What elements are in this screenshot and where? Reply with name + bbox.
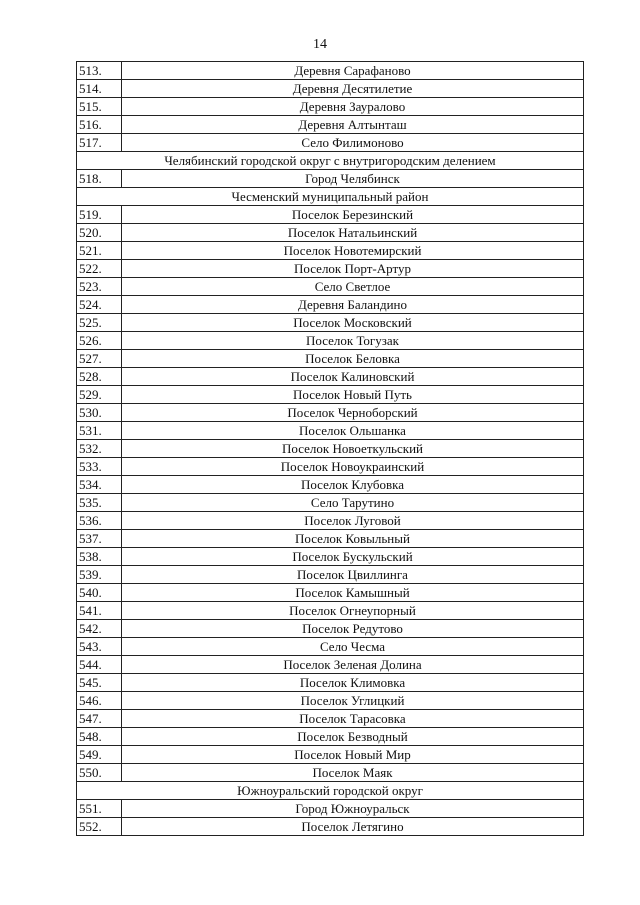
table-row xyxy=(77,584,584,602)
settlement-name: Поселок Тогузак xyxy=(122,332,584,350)
row-number: 517. xyxy=(77,134,122,152)
table-row xyxy=(77,350,584,368)
table-row xyxy=(77,98,584,116)
row-number: 530. xyxy=(77,404,122,422)
row-number: 549. xyxy=(77,746,122,764)
table-row xyxy=(77,224,584,242)
settlement-name: Поселок Цвиллинга xyxy=(122,566,584,584)
settlement-name: Поселок Редутово xyxy=(122,620,584,638)
table-row xyxy=(77,422,584,440)
table-row xyxy=(77,260,584,278)
row-number: 538. xyxy=(77,548,122,566)
table-row xyxy=(77,116,584,134)
table-row xyxy=(77,728,584,746)
settlement-name: Поселок Порт-Артур xyxy=(122,260,584,278)
row-number: 552. xyxy=(77,818,122,836)
settlement-name: Поселок Зеленая Долина xyxy=(122,656,584,674)
row-number: 529. xyxy=(77,386,122,404)
table-row xyxy=(77,710,584,728)
settlement-name: Поселок Климовка xyxy=(122,674,584,692)
row-number: 551. xyxy=(77,800,122,818)
row-number: 547. xyxy=(77,710,122,728)
row-number: 520. xyxy=(77,224,122,242)
table-row xyxy=(77,656,584,674)
table-row xyxy=(77,134,584,152)
table-row xyxy=(77,602,584,620)
section-title: Челябинский городской округ с внутригородским делением xyxy=(77,152,584,170)
row-number: 528. xyxy=(77,368,122,386)
settlement-name: Город Южноуральск xyxy=(122,800,584,818)
row-number: 550. xyxy=(77,764,122,782)
row-number: 537. xyxy=(77,530,122,548)
row-number: 521. xyxy=(77,242,122,260)
settlement-name: Село Тарутино xyxy=(122,494,584,512)
settlement-name: Поселок Безводный xyxy=(122,728,584,746)
row-number: 535. xyxy=(77,494,122,512)
settlement-name: Деревня Баландино xyxy=(122,296,584,314)
row-number: 533. xyxy=(77,458,122,476)
settlement-name: Поселок Новотемирский xyxy=(122,242,584,260)
row-number: 523. xyxy=(77,278,122,296)
table-row xyxy=(77,332,584,350)
row-number: 525. xyxy=(77,314,122,332)
settlement-name: Поселок Летягино xyxy=(122,818,584,836)
settlement-name: Поселок Ковыльный xyxy=(122,530,584,548)
settlement-name: Поселок Камышный xyxy=(122,584,584,602)
row-number: 540. xyxy=(77,584,122,602)
table-row xyxy=(77,530,584,548)
settlement-name: Село Чесма xyxy=(122,638,584,656)
settlement-name: Город Челябинск xyxy=(122,170,584,188)
table-row xyxy=(77,80,584,98)
row-number: 526. xyxy=(77,332,122,350)
row-number: 532. xyxy=(77,440,122,458)
row-number: 518. xyxy=(77,170,122,188)
table-row xyxy=(77,314,584,332)
table-row xyxy=(77,692,584,710)
settlement-name: Поселок Новый Мир xyxy=(122,746,584,764)
settlement-name: Село Светлое xyxy=(122,278,584,296)
row-number: 519. xyxy=(77,206,122,224)
settlement-name: Деревня Сарафаново xyxy=(122,62,584,80)
settlement-name: Поселок Калиновский xyxy=(122,368,584,386)
settlement-name: Поселок Клубовка xyxy=(122,476,584,494)
row-number: 548. xyxy=(77,728,122,746)
settlement-name: Поселок Маяк xyxy=(122,764,584,782)
table-row xyxy=(77,566,584,584)
settlement-name: Поселок Натальинский xyxy=(122,224,584,242)
table-row xyxy=(77,170,584,188)
settlement-name: Поселок Новоеткульский xyxy=(122,440,584,458)
table-row xyxy=(77,494,584,512)
settlement-name: Поселок Новоукраинский xyxy=(122,458,584,476)
page-number: 14 xyxy=(313,37,327,52)
table-row xyxy=(77,296,584,314)
row-number: 514. xyxy=(77,80,122,98)
section-title: Чесменский муниципальный район xyxy=(77,188,584,206)
row-number: 516. xyxy=(77,116,122,134)
table-row xyxy=(77,62,584,80)
row-number: 546. xyxy=(77,692,122,710)
row-number: 542. xyxy=(77,620,122,638)
table-row xyxy=(77,818,584,836)
row-number: 522. xyxy=(77,260,122,278)
table-row xyxy=(77,242,584,260)
settlement-name: Поселок Черноборский xyxy=(122,404,584,422)
settlement-name: Деревня Десятилетие xyxy=(122,80,584,98)
row-number: 545. xyxy=(77,674,122,692)
settlement-name: Деревня Зауралово xyxy=(122,98,584,116)
table-row xyxy=(77,440,584,458)
settlement-name: Поселок Московский xyxy=(122,314,584,332)
table-row xyxy=(77,404,584,422)
row-number: 544. xyxy=(77,656,122,674)
table-row xyxy=(77,764,584,782)
row-number: 531. xyxy=(77,422,122,440)
row-number: 513. xyxy=(77,62,122,80)
section-header-row xyxy=(77,782,584,800)
table-row xyxy=(77,512,584,530)
settlement-name: Поселок Углицкий xyxy=(122,692,584,710)
table-row xyxy=(77,368,584,386)
settlement-name: Поселок Луговой xyxy=(122,512,584,530)
settlement-name: Деревня Алтынташ xyxy=(122,116,584,134)
settlement-name: Поселок Ольшанка xyxy=(122,422,584,440)
row-number: 534. xyxy=(77,476,122,494)
settlements-table-body xyxy=(77,62,584,836)
section-header-row xyxy=(77,188,584,206)
row-number: 524. xyxy=(77,296,122,314)
table-row xyxy=(77,278,584,296)
row-number: 539. xyxy=(77,566,122,584)
row-number: 536. xyxy=(77,512,122,530)
table-row xyxy=(77,458,584,476)
settlement-name: Село Филимоново xyxy=(122,134,584,152)
row-number: 515. xyxy=(77,98,122,116)
table-row xyxy=(77,638,584,656)
section-header-row xyxy=(77,152,584,170)
table-row xyxy=(77,548,584,566)
table-row xyxy=(77,800,584,818)
settlement-name: Поселок Беловка xyxy=(122,350,584,368)
table-row xyxy=(77,206,584,224)
section-title: Южноуральский городской округ xyxy=(77,782,584,800)
settlement-name: Поселок Бускульский xyxy=(122,548,584,566)
settlement-name: Поселок Огнеупорный xyxy=(122,602,584,620)
row-number: 543. xyxy=(77,638,122,656)
table-row xyxy=(77,620,584,638)
table-row xyxy=(77,386,584,404)
settlement-name: Поселок Тарасовка xyxy=(122,710,584,728)
settlements-table xyxy=(76,61,584,836)
settlement-name: Поселок Березинский xyxy=(122,206,584,224)
settlement-name: Поселок Новый Путь xyxy=(122,386,584,404)
table-row xyxy=(77,746,584,764)
row-number: 527. xyxy=(77,350,122,368)
row-number: 541. xyxy=(77,602,122,620)
table-row xyxy=(77,674,584,692)
table-row xyxy=(77,476,584,494)
